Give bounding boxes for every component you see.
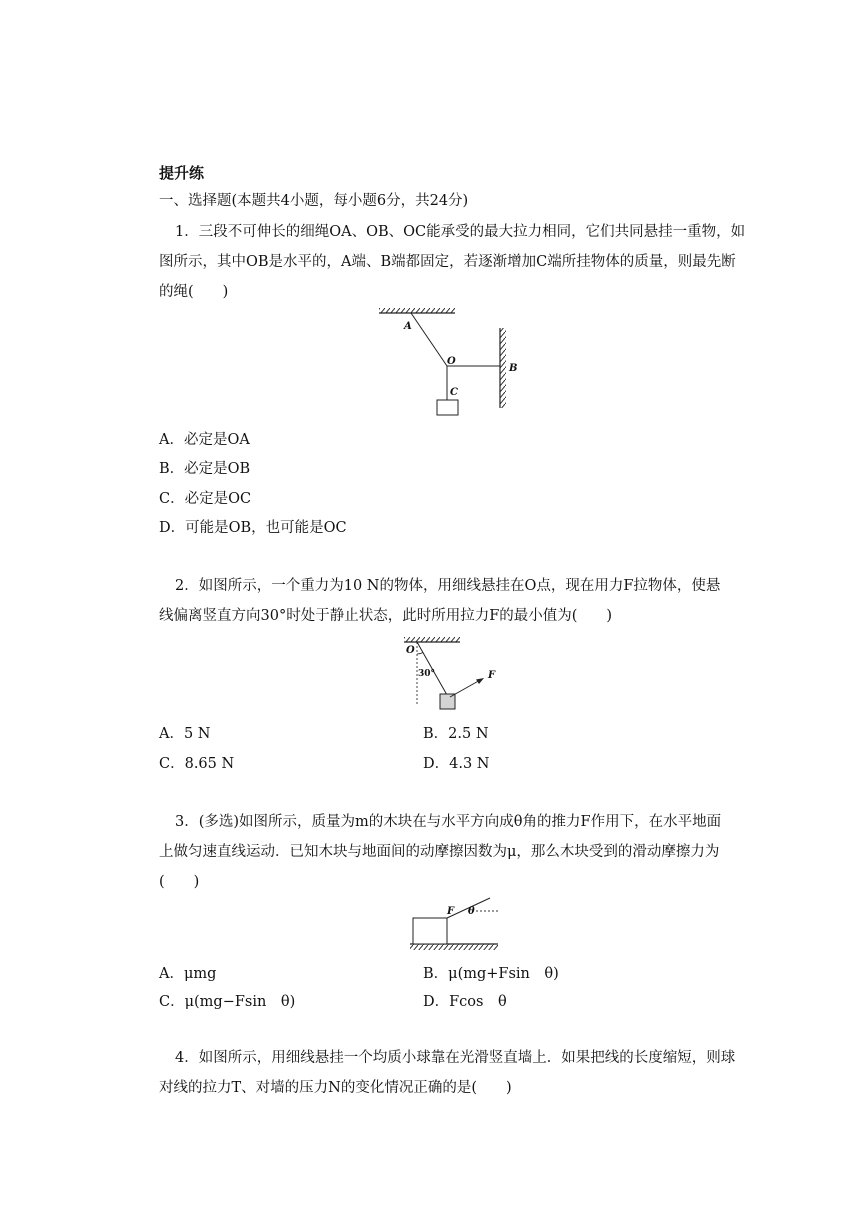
question-text-line: 对线的拉力T、对墙的压力N的变化情况正确的是( ) — [159, 1080, 512, 1096]
label-theta: θ — [468, 906, 475, 917]
option-c: C．必定是OC — [159, 491, 252, 507]
option-a: A．5 N — [159, 726, 211, 742]
label-b: B — [509, 363, 518, 374]
option-d: D．4.3 N — [423, 756, 490, 772]
ground-hatch — [410, 944, 498, 950]
option-c: C．μ(mg−Fsin θ) — [159, 994, 296, 1010]
label-a: A — [404, 321, 412, 332]
hanging-block — [440, 694, 455, 709]
ceiling-hatch — [379, 308, 455, 313]
option-d: D．Fcos θ — [423, 994, 507, 1010]
option-b: B．μ(mg+Fsin θ) — [423, 966, 559, 982]
question-text-line: 2．如图所示，一个重力为10 N的物体，用细线悬挂在O点，现在用力F拉物体，使悬 — [175, 578, 721, 594]
option-d: D．可能是OB，也可能是OC — [159, 520, 347, 536]
rope-oa — [411, 313, 447, 366]
question-text-line: ( ) — [159, 874, 200, 890]
hanging-weight — [437, 400, 458, 415]
wall-hatch — [500, 328, 506, 408]
question-text-line: 的绳( ) — [159, 284, 229, 300]
force-arrow-line — [450, 679, 482, 697]
label-f: F — [488, 670, 496, 681]
wooden-block — [413, 918, 447, 944]
label-f: F — [447, 906, 455, 917]
question-text-line: 4．如图所示，用细线悬挂一个均质小球靠在光滑竖直墙上．如果把线的长度缩短，则球 — [175, 1050, 736, 1066]
force-arrow-head — [476, 678, 484, 684]
option-a: A．μmg — [159, 966, 217, 982]
option-b: B．2.5 N — [423, 726, 489, 742]
part-heading: 一、选择题(本题共4小题，每小题6分，共24分) — [159, 193, 469, 209]
option-a: A．必定是OA — [159, 432, 250, 448]
question-text-line: 上做匀速直线运动．已知木块与地面间的动摩擦因数为μ，那么木块受到的滑动摩擦力为 — [159, 844, 720, 860]
label-c: C — [450, 387, 458, 398]
figure-q1-rope-diagram — [375, 308, 525, 418]
figure-q3-block-diagram — [408, 897, 503, 955]
question-text-line: 1．三段不可伸长的细绳OA、OB、OC能承受的最大拉力相同，它们共同悬挂一重物，如 — [175, 224, 746, 240]
label-o: O — [447, 356, 456, 367]
option-c: C．8.65 N — [159, 756, 235, 772]
figure-q2-pendulum-diagram — [400, 637, 500, 712]
angle-arc — [417, 653, 423, 655]
question-text-line: 3．(多选)如图所示，质量为m的木块在与水平方向成θ角的推力F作用下，在水平地面 — [175, 814, 722, 830]
option-b: B．必定是OB — [159, 461, 251, 477]
question-text-line: 线偏离竖直方向30°时处于静止状态，此时所用拉力F的最小值为( ) — [159, 608, 613, 624]
question-text-line: 图所示，其中OB是水平的，A端、B端都固定，若逐渐增加C端所挂物体的质量，则最先断 — [159, 254, 736, 270]
ceiling-hatch — [404, 637, 460, 642]
section-title: 提升练 — [159, 164, 205, 182]
label-o: O — [406, 645, 415, 656]
label-angle: 30° — [418, 669, 436, 679]
